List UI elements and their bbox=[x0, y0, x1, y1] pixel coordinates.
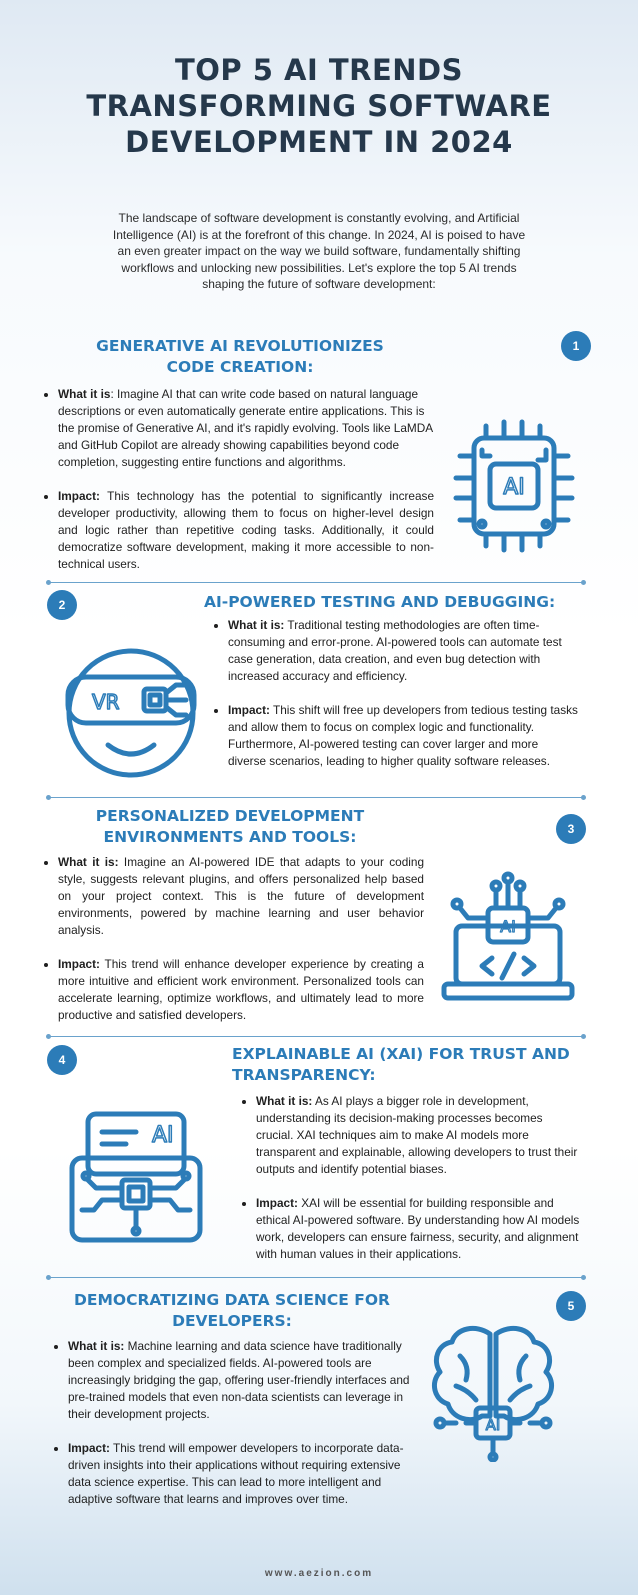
what-text: : Imagine AI that can write code based on natural language descriptions or even automatically generate entire applications. This is the promise of Generative AI, and it's rapidly evolving. Tools like LaMDA and GitHub Copilot are already showing capabilities beyond code completion, suggesting entire functions and algorithms. bbox=[58, 387, 433, 469]
section-1-what-item bbox=[58, 386, 434, 471]
what-label: What it is: bbox=[68, 1339, 125, 1353]
ai-document-label: AI bbox=[152, 1123, 174, 1148]
page-title: TOP 5 AI TRENDS TRANSFORMING SOFTWARE DEVELOPMENT IN 2024 bbox=[86, 53, 552, 159]
impact-label: Impact: bbox=[68, 1441, 110, 1455]
divider-dot bbox=[581, 1034, 586, 1039]
divider-dot bbox=[46, 580, 51, 585]
impact-text: This trend will enhance developer experience by creating a more intuitive and efficient work environment. Personalized tools can accelerate learning, optimize workflows, and ultimately lead to more productive and satisfied developers. bbox=[58, 957, 424, 1022]
section-1-heading: GENERATIVE AI REVOLUTIONIZES CODE CREATION: bbox=[96, 337, 384, 376]
divider-dot bbox=[46, 795, 51, 800]
section-5-impact-item bbox=[68, 1440, 414, 1508]
section-4-number-badge: 4 bbox=[47, 1045, 77, 1075]
impact-text: XAI will be essential for building responsible and ethical AI-powered software. By understanding how AI models work, developers can ensure fairness, security, and alignment with human values in their applications. bbox=[256, 1196, 580, 1261]
vr-headset-icon bbox=[62, 645, 200, 781]
section-2-impact-item bbox=[228, 702, 578, 770]
section-4-heading: EXPLAINABLE AI (XAI) FOR TRUST AND TRANSPARENCY: bbox=[232, 1045, 570, 1084]
ai-document-icon bbox=[66, 1110, 206, 1246]
section-3-what-item bbox=[58, 854, 424, 939]
what-label: What it is: bbox=[256, 1094, 313, 1108]
ai-laptop-icon bbox=[440, 868, 576, 1004]
section-5-what-item bbox=[68, 1338, 414, 1423]
impact-label: Impact: bbox=[256, 1196, 298, 1210]
impact-text: This trend will empower developers to incorporate data-driven insights into their applications without requiring extensive data science expertise. This can lead to more intelligent and adaptive software that learns and improves over time. bbox=[68, 1441, 404, 1506]
impact-label: Impact: bbox=[228, 703, 270, 717]
section-3-number-badge: 3 bbox=[556, 814, 586, 844]
what-label: What it is bbox=[58, 387, 111, 401]
ai-laptop-label: AI bbox=[500, 917, 516, 936]
impact-label: Impact: bbox=[58, 489, 100, 503]
footer-website[interactable]: www.aezion.com bbox=[264, 1568, 374, 1579]
section-5-list bbox=[52, 1338, 414, 1508]
what-text: As AI plays a bigger role in development, understanding its decision-making processes becomes crucial. XAI techniques aim to make AI models more transparent and explainable, allowing developers to trust their outputs and identify potential biases. bbox=[256, 1094, 578, 1176]
divider-dot bbox=[581, 580, 586, 585]
ai-brain-icon bbox=[426, 1320, 560, 1462]
section-divider bbox=[48, 1036, 584, 1037]
section-divider bbox=[48, 797, 584, 798]
impact-text: This technology has the potential to significantly increase developer productivity, allowing them to focus on higher-level design and logic rather than repetitive coding tasks. Additionally, it could democratize software development, making it more accessible to non-technical users. bbox=[58, 489, 434, 571]
section-3-heading: PERSONALIZED DEVELOPMENT ENVIRONMENTS AND TOOLS: bbox=[95, 807, 365, 846]
section-1-list bbox=[42, 386, 434, 573]
what-text: Imagine an AI-powered IDE that adapts to your coding style, suggests relevant plugins, and offers personalized help based on your project context. This is the future of development environments, powered by machine learning and user behavior analysis. bbox=[58, 855, 425, 937]
section-3-list bbox=[42, 854, 424, 1024]
divider-dot bbox=[46, 1034, 51, 1039]
section-4-what-item bbox=[256, 1093, 580, 1178]
section-5-heading: DEMOCRATIZING DATA SCIENCE FOR DEVELOPERS: bbox=[74, 1291, 390, 1330]
intro-paragraph: The landscape of software development is constantly evolving, and Artificial Intelligence (AI) is at the forefront of this change. In 2024, AI is poised to have an even greater impact on the way we build software, fundamentally shifting workflows and unlocking new possibilities. Let's explore the top 5 AI trends shaping the future of software development: bbox=[112, 211, 526, 291]
what-label: What it is: bbox=[58, 855, 119, 869]
section-2-number-badge: 2 bbox=[47, 590, 77, 620]
section-5-number-badge: 5 bbox=[556, 1291, 586, 1321]
section-divider bbox=[48, 582, 584, 583]
what-text: Machine learning and data science have traditionally been complex and specialized fields. AI-powered tools are increasingly bridging the gap, offering user-friendly interfaces and pre-trained models that even non-data scientists can leverage in their development projects. bbox=[68, 1339, 410, 1421]
section-4-list bbox=[240, 1093, 580, 1263]
section-3-impact-item bbox=[58, 956, 424, 1024]
ai-brain-label: AI bbox=[485, 1416, 501, 1434]
section-1-number-badge: 1 bbox=[561, 331, 591, 361]
section-2-heading: AI-POWERED TESTING AND DEBUGGING: bbox=[204, 593, 556, 611]
what-text: Traditional testing methodologies are often time-consuming and error-prone. AI-powered tools can automate test case generation, data creation, and even bug detection with increased accuracy and efficiency. bbox=[228, 618, 562, 683]
section-1-impact-item bbox=[58, 488, 434, 573]
what-label: What it is: bbox=[228, 618, 285, 632]
section-4-impact-item bbox=[256, 1195, 580, 1263]
impact-label: Impact: bbox=[58, 957, 100, 971]
section-2-list bbox=[212, 617, 578, 770]
divider-dot bbox=[46, 1275, 51, 1280]
section-2-what-item bbox=[228, 617, 578, 685]
section-divider bbox=[48, 1277, 584, 1278]
divider-dot bbox=[581, 1275, 586, 1280]
vr-headset-label: VR bbox=[92, 690, 120, 714]
ai-chip-label: AI bbox=[503, 475, 525, 500]
divider-dot bbox=[581, 795, 586, 800]
ai-chip-icon bbox=[452, 416, 576, 556]
impact-text: This shift will free up developers from tedious testing tasks and allow them to focus on complex logic and functionality. Furthermore, AI-powered testing can cover larger and more diverse scenarios, leading to higher quality software releases. bbox=[228, 703, 578, 768]
